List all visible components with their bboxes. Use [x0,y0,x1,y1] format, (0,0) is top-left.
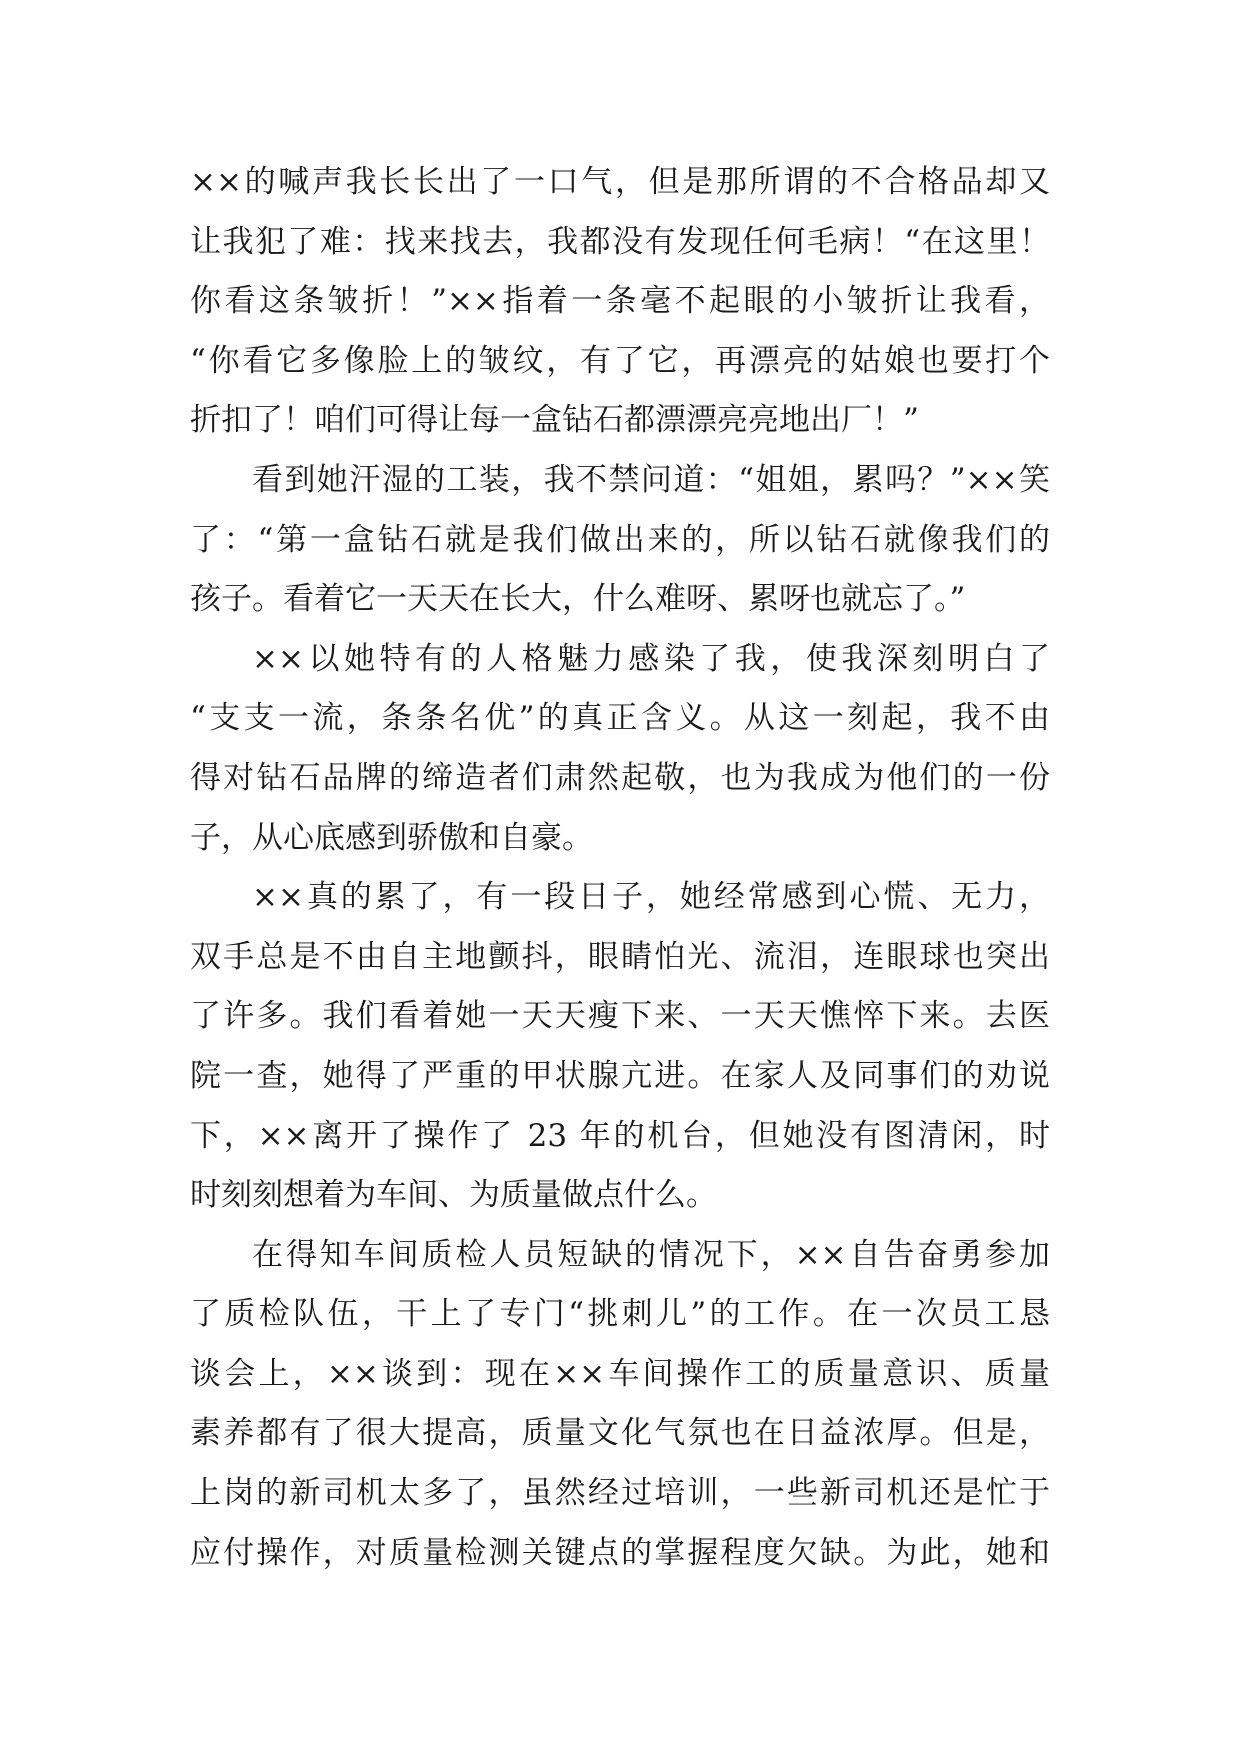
text-line: 下，××离开了操作了 23 年的机台，但她没有图清闲，时 [190,1117,1050,1154]
text-line: 院一查，她得了严重的甲状腺亢进。在家人及同事们的劝说 [190,1057,1050,1094]
text-line: 让我犯了难：找来找去，我都没有发现任何毛病！“在这里！ [190,223,1050,260]
text-line: 了：“第一盒钻石就是我们做出来的，所以钻石就像我们的 [190,521,1050,558]
paragraph-start-line: ××以她特有的人格魅力感染了我，使我深刻明白了 [252,640,1050,677]
text-line: 你看这条皱折！”××指着一条毫不起眼的小皱折让我看， [190,283,1050,320]
text-line: “支支一流，条条名优”的真正含义。从这一刻起，我不由 [190,700,1050,737]
text-line: 应付操作，对质量检测关键点的掌握程度欠缺。为此，她和 [190,1534,1050,1571]
paragraph-start-line: ××真的累了，有一段日子，她经常感到心慌、无力， [252,879,1050,916]
text-line: 双手总是不由自主地颤抖，眼睛怕光、流泪，连眼球也突出 [190,938,1050,975]
text-line: 上岗的新司机太多了，虽然经过培训，一些新司机还是忙于 [190,1475,1050,1512]
text-line: 了质检队伍，干上了专门“挑刺儿”的工作。在一次员工恳 [190,1296,1050,1333]
text-line: 孩子。看着它一天天在长大，什么难呀、累呀也就忘了。” [190,581,966,618]
text-line: 折扣了！咱们可得让每一盒钻石都漂漂亮亮地出厂！” [190,402,919,439]
text-line: 得对钻石品牌的缔造者们肃然起敬，也为我成为他们的一份 [190,759,1050,796]
body-text [190,153,1050,1583]
text-line: 素养都有了很大提高，质量文化气氛也在日益浓厚。但是， [190,1415,1050,1452]
text-line: 子，从心底感到骄傲和自豪。 [190,819,593,856]
text-line: 时刻刻想着为车间、为质量做点什么。 [190,1177,717,1214]
text-line: 了许多。我们看着她一天天瘦下来、一天天憔悴下来。去医 [190,998,1050,1035]
paragraph-start-line: 在得知车间质检人员短缺的情况下，××自告奋勇参加 [252,1236,1050,1273]
text-line: 谈会上，××谈到：现在××车间操作工的质量意识、质量 [190,1355,1050,1392]
text-line: ××的喊声我长长出了一口气，但是那所谓的不合格品却又 [190,164,1050,200]
paragraph-start-line: 看到她汗湿的工装，我不禁问道：“姐姐，累吗？”××笑 [252,461,1050,498]
text-line: “你看它多像脸上的皱纹，有了它，再漂亮的姑娘也要打个 [190,342,1050,379]
